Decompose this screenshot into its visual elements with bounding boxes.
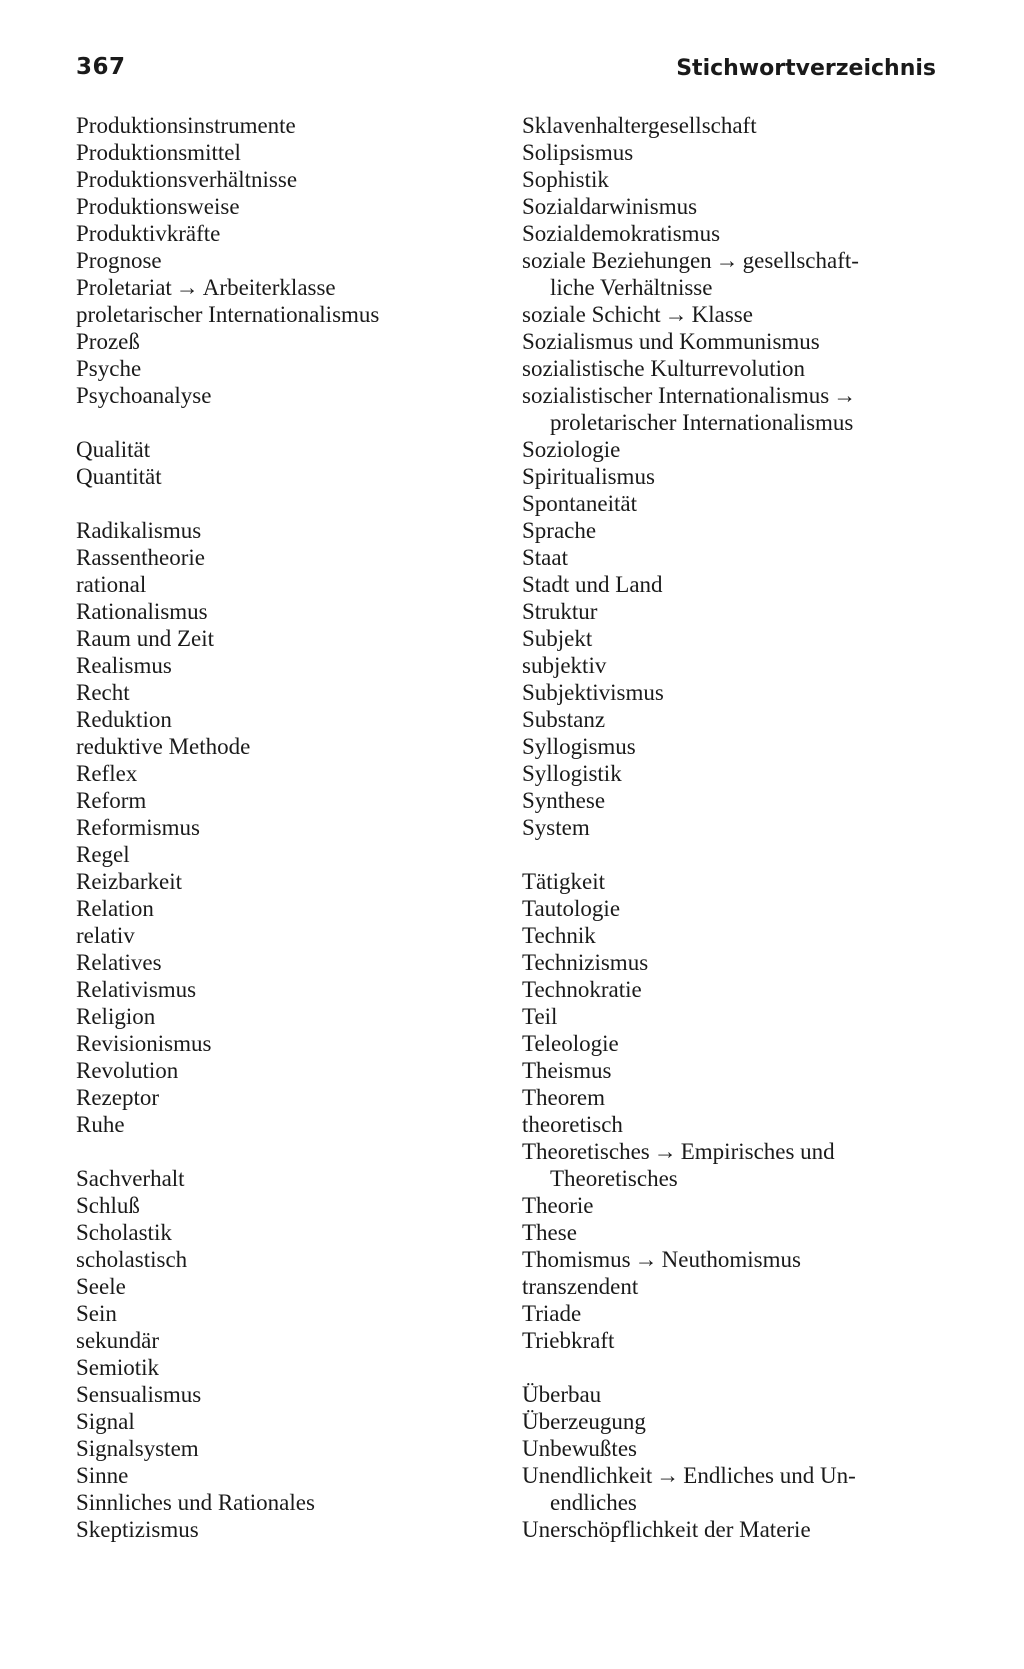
index-entry xyxy=(76,166,496,193)
index-term: Radikalismus xyxy=(76,518,202,543)
index-term: Sozialismus und Kommunismus xyxy=(522,329,820,354)
index-entry xyxy=(522,1462,942,1489)
see-reference-term: Arbeiterklasse xyxy=(202,275,336,300)
index-term: Subjekt xyxy=(522,626,593,651)
index-entry xyxy=(522,571,942,598)
index-entry xyxy=(522,949,942,976)
index-term: These xyxy=(522,1220,577,1245)
index-entry xyxy=(76,1246,496,1273)
index-term: soziale Schicht xyxy=(522,302,661,327)
index-entry xyxy=(522,355,942,382)
index-term: Triebkraft xyxy=(522,1328,615,1353)
index-term: proletarischer Internationalismus xyxy=(76,302,380,327)
index-entry xyxy=(76,1192,496,1219)
index-entry xyxy=(76,463,496,490)
see-reference-term: Endliches und Un- xyxy=(683,1463,856,1488)
index-entry xyxy=(76,814,496,841)
index-term: Unbewußtes xyxy=(522,1436,637,1461)
index-term: Religion xyxy=(76,1004,156,1029)
see-reference-arrow-icon: → xyxy=(634,1247,658,1272)
index-entry xyxy=(76,1489,496,1516)
index-entry xyxy=(522,1030,942,1057)
index-term: Sophistik xyxy=(522,167,609,192)
index-entry xyxy=(76,1408,496,1435)
index-term: Tautologie xyxy=(522,896,621,921)
index-term: theoretisch xyxy=(522,1112,623,1137)
index-entry xyxy=(76,1003,496,1030)
index-term: Sozialdarwinismus xyxy=(522,194,698,219)
index-term: sekundär xyxy=(76,1328,160,1353)
index-column-left xyxy=(76,112,496,1570)
index-entry xyxy=(76,517,496,544)
index-term: Reflex xyxy=(76,761,138,786)
index-entry xyxy=(522,1003,942,1030)
index-entry xyxy=(522,382,942,409)
index-entry xyxy=(522,301,942,328)
see-reference-arrow-icon: → xyxy=(656,1463,680,1488)
index-entry xyxy=(76,301,496,328)
index-term: Unendlichkeit xyxy=(522,1463,653,1488)
index-letter-group xyxy=(76,1165,496,1543)
index-term: endliches xyxy=(550,1490,637,1515)
index-term: Sinnliches und Rationales xyxy=(76,1490,315,1515)
index-term: Sprache xyxy=(522,518,597,543)
index-term: Relation xyxy=(76,896,154,921)
index-term: Sinne xyxy=(76,1463,129,1488)
index-letter-group xyxy=(76,517,496,1138)
index-entry xyxy=(522,814,942,841)
index-entry xyxy=(522,193,942,220)
index-entry xyxy=(522,1327,942,1354)
index-entry xyxy=(522,112,942,139)
index-term: Syllogismus xyxy=(522,734,636,759)
index-term: Syllogistik xyxy=(522,761,622,786)
index-entry xyxy=(522,679,942,706)
index-entry xyxy=(76,274,496,301)
index-entry xyxy=(76,1057,496,1084)
index-letter-group xyxy=(522,112,942,841)
index-term: Revolution xyxy=(76,1058,179,1083)
index-entry-continuation xyxy=(522,274,942,301)
index-term: Reizbarkeit xyxy=(76,869,183,894)
index-term: Qualität xyxy=(76,437,151,462)
index-entry xyxy=(76,922,496,949)
index-term: rational xyxy=(76,572,147,597)
index-term: Revisionismus xyxy=(76,1031,212,1056)
index-term: Überzeugung xyxy=(522,1409,646,1434)
index-entry xyxy=(522,652,942,679)
index-term: soziale Beziehungen xyxy=(522,248,712,273)
index-term: Produktionsverhältnisse xyxy=(76,167,298,192)
index-term: Psyche xyxy=(76,356,142,381)
index-entry xyxy=(76,733,496,760)
index-term: subjektiv xyxy=(522,653,607,678)
index-entry xyxy=(76,895,496,922)
index-term: Sozialdemokratismus xyxy=(522,221,721,246)
index-entry xyxy=(76,571,496,598)
index-entry xyxy=(522,1138,942,1165)
index-entry xyxy=(76,1435,496,1462)
index-entry xyxy=(76,949,496,976)
index-entry xyxy=(76,760,496,787)
index-entry xyxy=(522,868,942,895)
index-entry xyxy=(76,1354,496,1381)
index-term: Subjektivismus xyxy=(522,680,664,705)
index-term: Sensualismus xyxy=(76,1382,202,1407)
index-entry xyxy=(76,1516,496,1543)
index-entry xyxy=(76,193,496,220)
index-entry xyxy=(76,544,496,571)
index-entry xyxy=(76,1030,496,1057)
index-letter-group xyxy=(522,868,942,1354)
index-entry xyxy=(76,652,496,679)
index-entry xyxy=(522,1192,942,1219)
index-term: liche Verhältnisse xyxy=(550,275,713,300)
index-entry xyxy=(522,787,942,814)
index-entry xyxy=(76,1327,496,1354)
index-entry xyxy=(522,436,942,463)
index-entry-continuation xyxy=(522,1165,942,1192)
index-entry xyxy=(522,1435,942,1462)
index-term: Theoretisches xyxy=(550,1166,678,1191)
index-term: Quantität xyxy=(76,464,162,489)
index-entry xyxy=(76,706,496,733)
index-term: Proletariat xyxy=(76,275,172,300)
index-entry xyxy=(76,436,496,463)
index-term: Theismus xyxy=(522,1058,612,1083)
index-term: Rationalismus xyxy=(76,599,208,624)
index-entry xyxy=(522,463,942,490)
index-term: Überbau xyxy=(522,1382,602,1407)
index-entry xyxy=(522,1516,942,1543)
index-term: Stadt und Land xyxy=(522,572,663,597)
index-entry xyxy=(522,1300,942,1327)
running-title: Stichwortverzeichnis xyxy=(676,56,936,81)
index-term: Produktionsinstrumente xyxy=(76,113,296,138)
index-term: Sklavenhaltergesellschaft xyxy=(522,113,757,138)
index-term: Signalsystem xyxy=(76,1436,199,1461)
index-term: Substanz xyxy=(522,707,606,732)
index-term: Spiritualismus xyxy=(522,464,655,489)
see-reference-arrow-icon: → xyxy=(653,1139,677,1164)
index-term: Sein xyxy=(76,1301,117,1326)
index-letter-group xyxy=(76,436,496,490)
index-term: Teil xyxy=(522,1004,558,1029)
index-term: Thomismus xyxy=(522,1247,631,1272)
page-number: 367 xyxy=(76,54,126,80)
index-term: Struktur xyxy=(522,599,598,624)
index-term: Rassentheorie xyxy=(76,545,206,570)
index-entry xyxy=(76,598,496,625)
see-reference-term: Klasse xyxy=(691,302,753,327)
index-entry xyxy=(76,139,496,166)
index-term: Tätigkeit xyxy=(522,869,606,894)
index-term: Solipsismus xyxy=(522,140,634,165)
index-entry xyxy=(522,220,942,247)
index-entry xyxy=(76,328,496,355)
index-term: Recht xyxy=(76,680,130,705)
index-term: Psychoanalyse xyxy=(76,383,212,408)
index-letter-group xyxy=(522,1381,942,1543)
index-entry xyxy=(76,976,496,1003)
index-term: Schluß xyxy=(76,1193,140,1218)
index-term: Prozeß xyxy=(76,329,140,354)
index-term: Realismus xyxy=(76,653,172,678)
see-reference-term: Empirisches und xyxy=(680,1139,835,1164)
index-term: Synthese xyxy=(522,788,606,813)
index-term: Spontaneität xyxy=(522,491,637,516)
index-term: Scholastik xyxy=(76,1220,172,1245)
index-entry-continuation xyxy=(522,1489,942,1516)
index-term: Seele xyxy=(76,1274,126,1299)
index-entry xyxy=(522,922,942,949)
index-term: Produktivkräfte xyxy=(76,221,221,246)
index-term: Technokratie xyxy=(522,977,642,1002)
index-term: scholastisch xyxy=(76,1247,188,1272)
index-term: Semiotik xyxy=(76,1355,160,1380)
index-term: Technizismus xyxy=(522,950,649,975)
see-reference-arrow-icon: → xyxy=(175,275,199,300)
see-reference-arrow-icon: → xyxy=(664,302,688,327)
index-entry xyxy=(522,760,942,787)
index-term: Technik xyxy=(522,923,596,948)
index-term: Reformismus xyxy=(76,815,200,840)
index-entry xyxy=(522,166,942,193)
index-term: Teleologie xyxy=(522,1031,619,1056)
index-term: transzendent xyxy=(522,1274,639,1299)
index-term: Sachverhalt xyxy=(76,1166,185,1191)
index-letter-group xyxy=(76,112,496,409)
index-entry xyxy=(522,1219,942,1246)
index-entry xyxy=(76,841,496,868)
index-entry xyxy=(76,625,496,652)
index-term: System xyxy=(522,815,590,840)
index-entry xyxy=(76,1165,496,1192)
index-term: Theorem xyxy=(522,1085,606,1110)
index-entry xyxy=(76,220,496,247)
index-term: Ruhe xyxy=(76,1112,125,1137)
index-entry xyxy=(76,112,496,139)
index-term: Theoretisches xyxy=(522,1139,650,1164)
index-term: Produktionsweise xyxy=(76,194,240,219)
index-term: Reform xyxy=(76,788,147,813)
index-entry xyxy=(76,355,496,382)
index-term: Relativismus xyxy=(76,977,197,1002)
index-entry xyxy=(76,1111,496,1138)
see-reference-arrow-icon: → xyxy=(833,383,857,408)
index-entry xyxy=(76,1273,496,1300)
index-term: Triade xyxy=(522,1301,582,1326)
index-entry xyxy=(76,1381,496,1408)
index-entry xyxy=(76,1462,496,1489)
index-entry xyxy=(522,1084,942,1111)
index-term: Produktionsmittel xyxy=(76,140,241,165)
index-term: Soziologie xyxy=(522,437,621,462)
index-entry xyxy=(76,247,496,274)
index-term: Raum und Zeit xyxy=(76,626,214,651)
index-term: Regel xyxy=(76,842,130,867)
index-entry xyxy=(522,1057,942,1084)
index-entry xyxy=(522,706,942,733)
index-term: Prognose xyxy=(76,248,162,273)
index-entry xyxy=(522,1408,942,1435)
index-entry xyxy=(522,1381,942,1408)
index-term: sozialistischer Internationalismus xyxy=(522,383,830,408)
index-entry xyxy=(522,895,942,922)
index-entry xyxy=(522,1273,942,1300)
index-entry xyxy=(522,1111,942,1138)
index-entry xyxy=(76,868,496,895)
index-term: Theorie xyxy=(522,1193,594,1218)
index-entry xyxy=(76,1300,496,1327)
index-entry xyxy=(76,679,496,706)
index-term: relativ xyxy=(76,923,135,948)
index-entry xyxy=(76,1084,496,1111)
index-term: Reduktion xyxy=(76,707,172,732)
see-reference-arrow-icon: → xyxy=(715,248,739,273)
index-entry xyxy=(522,139,942,166)
index-term: Relatives xyxy=(76,950,162,975)
index-entry xyxy=(522,544,942,571)
index-term: Signal xyxy=(76,1409,135,1434)
see-reference-term: gesellschaft- xyxy=(742,248,859,273)
index-column-right xyxy=(522,112,942,1570)
see-reference-term: Neuthomismus xyxy=(661,1247,801,1272)
index-entry xyxy=(76,1219,496,1246)
index-term: reduktive Methode xyxy=(76,734,251,759)
index-entry xyxy=(522,1246,942,1273)
index-entry xyxy=(522,625,942,652)
index-term: sozialistische Kulturrevolution xyxy=(522,356,805,381)
index-entry xyxy=(522,598,942,625)
index-entry xyxy=(522,517,942,544)
index-entry xyxy=(522,733,942,760)
index-entry xyxy=(522,976,942,1003)
index-term: Skeptizismus xyxy=(76,1517,199,1542)
index-entry xyxy=(76,787,496,814)
index-entry xyxy=(76,382,496,409)
index-term: proletarischer Internationalismus xyxy=(550,410,854,435)
index-entry xyxy=(522,247,942,274)
index-term: Staat xyxy=(522,545,568,570)
index-entry xyxy=(522,328,942,355)
index-term: Unerschöpflichkeit der Materie xyxy=(522,1517,811,1542)
index-entry xyxy=(522,490,942,517)
index-entry-continuation xyxy=(522,409,942,436)
index-term: Rezeptor xyxy=(76,1085,160,1110)
